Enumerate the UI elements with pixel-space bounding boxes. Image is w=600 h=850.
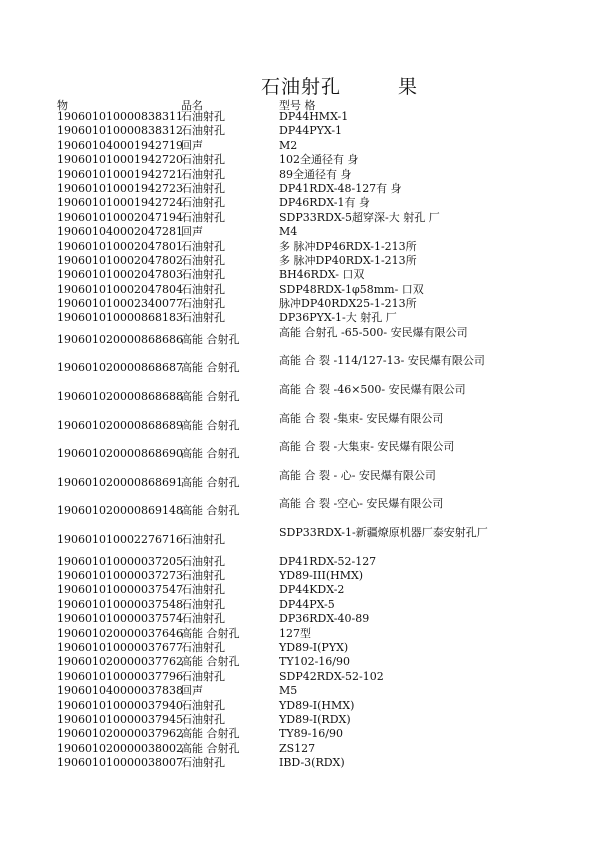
cell-spec: SDP33RDX-1-新疆燎原机器厂泰安射孔厂 <box>279 526 488 540</box>
cell-code: 190601010000868183 <box>57 311 183 325</box>
cell-spec: DP44PYX-1 <box>279 124 343 138</box>
table-row <box>0 583 600 597</box>
cell-name: 高能 合射孔 <box>181 332 240 346</box>
cell-name: 石油射孔 <box>181 533 225 547</box>
cell-name: 石油射孔 <box>181 712 225 726</box>
table-row <box>0 283 600 297</box>
cell-spec: M4 <box>279 225 298 239</box>
cell-code: 190601020000868690 <box>57 447 183 461</box>
table-row <box>0 354 600 383</box>
table-row <box>0 168 600 182</box>
cell-name: 石油射孔 <box>181 554 225 568</box>
table-row <box>0 612 600 626</box>
cell-code: 190601020000868691 <box>57 475 183 489</box>
table-row <box>0 526 600 555</box>
table-row <box>0 326 600 355</box>
cell-spec: 高能 合 裂 -46×500- 安民爆有限公司 <box>279 383 466 397</box>
cell-spec: 高能 合 裂 -114/127-13- 安民爆有限公司 <box>279 354 485 368</box>
table-row <box>0 469 600 498</box>
cell-spec: DP44PX-5 <box>279 597 335 611</box>
cell-code: 190601010002047194 <box>57 210 183 224</box>
table-row <box>0 655 600 669</box>
cell-name: 石油射孔 <box>181 311 225 325</box>
table-row <box>0 254 600 268</box>
table-row <box>0 196 600 210</box>
cell-code: 190601020000037646 <box>57 626 183 640</box>
cell-name: 高能 合射孔 <box>181 741 240 755</box>
cell-code: 190601020000037962 <box>57 727 183 741</box>
table-row <box>0 699 600 713</box>
cell-name: 石油射孔 <box>181 253 225 267</box>
cell-spec: 高能 合 裂 -大集束- 安民爆有限公司 <box>279 440 455 454</box>
cell-spec: DP46RDX-1有 身 <box>279 196 370 210</box>
cell-code: 190601010002047801 <box>57 239 183 253</box>
table-row <box>0 240 600 254</box>
cell-name: 高能 合射孔 <box>181 475 240 489</box>
cell-name: 石油射孔 <box>181 110 225 123</box>
table-row <box>0 211 600 225</box>
cell-name: 石油射孔 <box>181 167 225 181</box>
cell-name: 石油射孔 <box>181 196 225 210</box>
table-row <box>0 412 600 441</box>
cell-spec: YD89-III(HMX) <box>279 569 364 582</box>
cell-name: 高能 合射孔 <box>181 390 240 404</box>
cell-spec: DP41RDX-52-127 <box>279 554 377 568</box>
header-name: 品名 <box>181 99 203 112</box>
cell-spec: 多 脉冲DP40RDX-1-213所 <box>279 253 417 267</box>
cell-code: 190601040001942719 <box>57 138 183 152</box>
table-row <box>0 440 600 469</box>
cell-code: 190601020000869148 <box>57 504 183 518</box>
table-row <box>0 670 600 684</box>
table-row <box>0 268 600 282</box>
cell-code: 190601010000037205 <box>57 554 183 568</box>
cell-name: 石油射孔 <box>181 756 225 770</box>
cell-name: 石油射孔 <box>181 153 225 167</box>
table-row <box>0 297 600 311</box>
cell-spec: DP36PYX-1-大 射孔 厂 <box>279 311 397 325</box>
cell-spec: ZS127 <box>279 741 316 755</box>
cell-spec: DP44HMX-1 <box>279 110 349 123</box>
cell-spec: DP44KDX-2 <box>279 583 345 597</box>
cell-name: 高能 合射孔 <box>181 504 240 518</box>
cell-spec: M5 <box>279 684 298 698</box>
table-row <box>0 627 600 641</box>
table-row <box>0 182 600 196</box>
cell-code: 190601010000037945 <box>57 712 183 726</box>
cell-name: 高能 合射孔 <box>181 727 240 741</box>
cell-code: 190601010000037796 <box>57 669 183 683</box>
cell-code: 190601040000037838 <box>57 684 183 698</box>
table-row <box>0 153 600 167</box>
cell-code: 190601010000838311 <box>57 110 183 123</box>
cell-code: 190601010002047802 <box>57 253 183 267</box>
cell-spec: YD89-I(HMX) <box>279 698 355 712</box>
cell-code: 190601020000038002 <box>57 741 183 755</box>
cell-code: 190601010001942721 <box>57 167 183 181</box>
cell-spec: YD89-I(RDX) <box>279 712 351 726</box>
cell-name: 高能 合射孔 <box>181 626 240 640</box>
table-row <box>0 139 600 153</box>
table-row <box>0 383 600 412</box>
cell-spec: TY102-16/90 <box>279 655 351 669</box>
cell-spec: 高能 合射孔 -65-500- 安民爆有限公司 <box>279 325 468 339</box>
cell-code: 190601010000037677 <box>57 640 183 654</box>
table-row <box>0 124 600 138</box>
cell-spec: 89全通径有 身 <box>279 167 352 181</box>
table-row <box>0 555 600 569</box>
cell-spec: SDP48RDX-1φ58mm- 口双 <box>279 282 424 296</box>
cell-name: 石油射孔 <box>181 297 225 311</box>
table-row <box>0 569 600 583</box>
cell-name: 石油射孔 <box>181 181 225 195</box>
cell-code: 190601010001942723 <box>57 181 183 195</box>
cell-spec: SDP33RDX-5超穿深-大 射孔 厂 <box>279 210 440 224</box>
table-row <box>0 742 600 756</box>
cell-name: 石油射孔 <box>181 583 225 597</box>
cell-spec: TY89-16/90 <box>279 727 344 741</box>
cell-name: 石油射孔 <box>181 239 225 253</box>
cell-spec: 脉冲DP40RDX25-1-213所 <box>279 297 417 311</box>
cell-name: 石油射孔 <box>181 210 225 224</box>
header-code: 物 <box>57 99 68 112</box>
table-row <box>0 110 600 124</box>
title-left: 石油射孔 <box>261 76 342 98</box>
cell-code: 190601010001942724 <box>57 196 183 210</box>
cell-code: 190601010000037548 <box>57 597 183 611</box>
cell-name: 回声 <box>181 225 203 239</box>
table-row <box>0 727 600 741</box>
title-right: 果 <box>398 76 419 98</box>
table-row <box>0 598 600 612</box>
cell-code: 190601020000868687 <box>57 361 183 375</box>
cell-spec: 102全通径有 身 <box>279 153 359 167</box>
cell-code: 190601040002047281 <box>57 225 183 239</box>
cell-spec: 高能 合 裂 - 心- 安民爆有限公司 <box>279 468 436 482</box>
table-row <box>0 497 600 526</box>
cell-spec: DP41RDX-48-127有 身 <box>279 181 402 195</box>
cell-name: 高能 合射孔 <box>181 447 240 461</box>
cell-name: 石油射孔 <box>181 597 225 611</box>
table-row <box>0 225 600 239</box>
cell-name: 石油射孔 <box>181 124 225 138</box>
cell-spec: SDP42RDX-52-102 <box>279 669 384 683</box>
cell-code: 190601020000868689 <box>57 418 183 432</box>
cell-name: 高能 合射孔 <box>181 361 240 375</box>
cell-name: 回声 <box>181 138 203 152</box>
cell-code: 190601010002047804 <box>57 282 183 296</box>
table-row <box>0 641 600 655</box>
header-spec: 型号 格 <box>279 99 316 112</box>
cell-spec: DP36RDX-40-89 <box>279 612 370 626</box>
cell-name: 回声 <box>181 684 203 698</box>
cell-name: 高能 合射孔 <box>181 655 240 669</box>
cell-code: 190601010002276716 <box>57 533 183 547</box>
cell-code: 190601010000838312 <box>57 124 183 138</box>
cell-code: 190601020000868686 <box>57 332 183 346</box>
cell-code: 190601010000037547 <box>57 583 183 597</box>
cell-spec: 127型 <box>279 626 311 640</box>
cell-spec: 高能 合 裂 -空心- 安民爆有限公司 <box>279 497 444 511</box>
cell-spec: 多 脉冲DP46RDX-1-213所 <box>279 239 417 253</box>
table-row <box>0 684 600 698</box>
cell-name: 石油射孔 <box>181 569 225 582</box>
cell-spec: M2 <box>279 138 298 152</box>
cell-name: 高能 合射孔 <box>181 418 240 432</box>
cell-code: 190601010000037273 <box>57 569 183 582</box>
cell-name: 石油射孔 <box>181 640 225 654</box>
cell-name: 石油射孔 <box>181 612 225 626</box>
cell-code: 190601020000037762 <box>57 655 183 669</box>
cell-code: 190601010002340077 <box>57 297 183 311</box>
cell-spec: BH46RDX- 口双 <box>279 268 365 282</box>
cell-code: 190601010000037574 <box>57 612 183 626</box>
data-table <box>0 110 600 770</box>
cell-name: 石油射孔 <box>181 669 225 683</box>
cell-name: 石油射孔 <box>181 698 225 712</box>
cell-spec: IBD-3(RDX) <box>279 756 345 770</box>
cell-code: 190601010000038007 <box>57 756 183 770</box>
table-row <box>0 756 600 770</box>
table-row <box>0 713 600 727</box>
cell-spec: 高能 合 裂 -集束- 安民爆有限公司 <box>279 411 444 425</box>
cell-spec: YD89-I(PYX) <box>279 640 349 654</box>
table-row <box>0 311 600 325</box>
cell-name: 石油射孔 <box>181 282 225 296</box>
cell-name: 石油射孔 <box>181 268 225 282</box>
cell-code: 190601010000037940 <box>57 698 183 712</box>
cell-code: 190601010001942720 <box>57 153 183 167</box>
cell-code: 190601010002047803 <box>57 268 183 282</box>
cell-code: 190601020000868688 <box>57 390 183 404</box>
